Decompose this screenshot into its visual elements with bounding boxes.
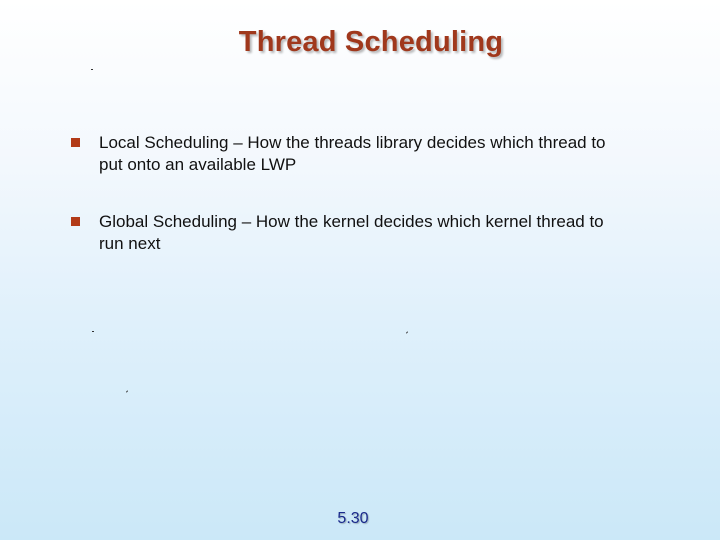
slide-title: Thread Scheduling [238, 26, 504, 58]
square-bullet-icon [71, 138, 80, 147]
stray-mark [126, 390, 128, 392]
bullet-item [70, 211, 630, 255]
bullet-item [70, 132, 630, 176]
bullet-list [70, 132, 630, 290]
stray-mark [91, 69, 93, 70]
bullet-text: Local Scheduling – How the threads library decides which thread to put onto an available LWP [99, 133, 606, 174]
square-bullet-icon [71, 217, 80, 226]
page-number: 5.30 [337, 510, 369, 527]
stray-mark [406, 331, 408, 333]
bullet-text: Global Scheduling – How the kernel decides which kernel thread to run next [99, 212, 604, 253]
stray-mark [92, 331, 94, 332]
